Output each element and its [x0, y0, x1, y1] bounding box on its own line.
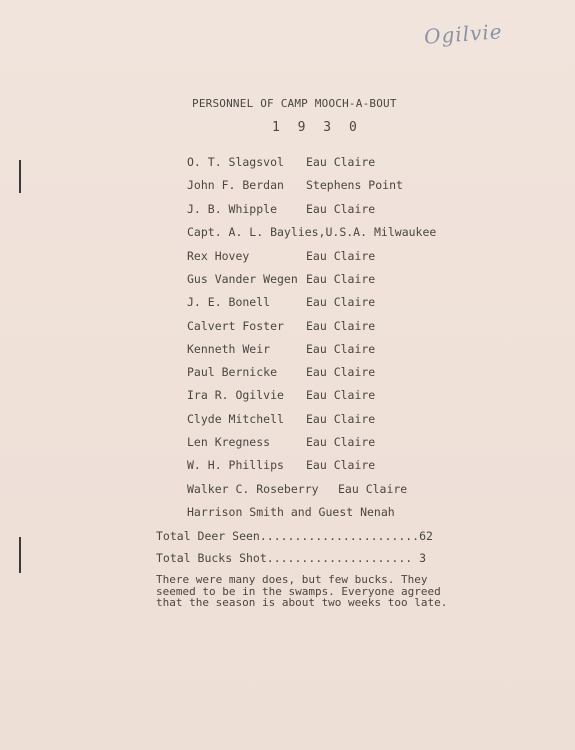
member-hometown: Eau Claire: [306, 342, 376, 356]
member-hometown: Milwaukee: [374, 225, 437, 239]
member-name: Harrison Smith and Guest Nenah: [187, 505, 395, 519]
member-name: O. T. Slagsvol: [187, 155, 284, 169]
member-hometown: Eau Claire: [338, 482, 408, 496]
season-note: There were many does, but few bucks. They seemed to be in the swamps. Everyone agreed that the season is about two weeks too late.: [156, 573, 448, 609]
member-name: W. H. Phillips: [187, 458, 284, 472]
total-bucks-shot: Total Bucks Shot..................... 3: [156, 551, 427, 565]
member-hometown: Eau Claire: [306, 412, 376, 426]
member-hometown: Eau Claire: [306, 272, 376, 286]
member-name: Len Kregness: [187, 435, 271, 449]
staple-mark-top: [19, 160, 21, 193]
handwritten-note: Ogilvie: [423, 19, 504, 49]
member-hometown: Eau Claire: [306, 388, 376, 402]
staple-mark-bottom: [19, 537, 21, 573]
member-name: Ira R. Ogilvie: [187, 388, 284, 402]
member-hometown: Eau Claire: [306, 319, 376, 333]
member-name: Rex Hovey: [187, 249, 250, 263]
member-name: Capt. A. L. Baylies,U.S.A.: [187, 225, 368, 239]
member-hometown: Eau Claire: [306, 365, 376, 379]
member-hometown: Eau Claire: [306, 202, 376, 216]
member-name: John F. Berdan: [187, 178, 284, 192]
page-title: PERSONNEL OF CAMP MOOCH-A-BOUT: [192, 97, 397, 110]
page-year: 1 9 3 0: [272, 120, 362, 135]
member-name: Kenneth Weir: [187, 342, 271, 356]
member-name: Paul Bernicke: [187, 365, 278, 379]
member-hometown: Eau Claire: [306, 458, 376, 472]
member-name: Gus Vander Wegen: [187, 272, 298, 286]
member-hometown: Eau Claire: [306, 249, 376, 263]
member-name: J. E. Bonell: [187, 295, 271, 309]
member-hometown: Eau Claire: [306, 295, 376, 309]
member-hometown: Eau Claire: [306, 435, 376, 449]
member-name: Walker C. Roseberry: [187, 482, 319, 496]
member-name: Clyde Mitchell: [187, 412, 284, 426]
member-name: Calvert Foster: [187, 319, 284, 333]
member-hometown: Eau Claire: [306, 155, 376, 169]
member-hometown: Stephens Point: [306, 178, 403, 192]
member-name: J. B. Whipple: [187, 202, 278, 216]
total-deer-seen: Total Deer Seen.......................62: [156, 529, 433, 543]
